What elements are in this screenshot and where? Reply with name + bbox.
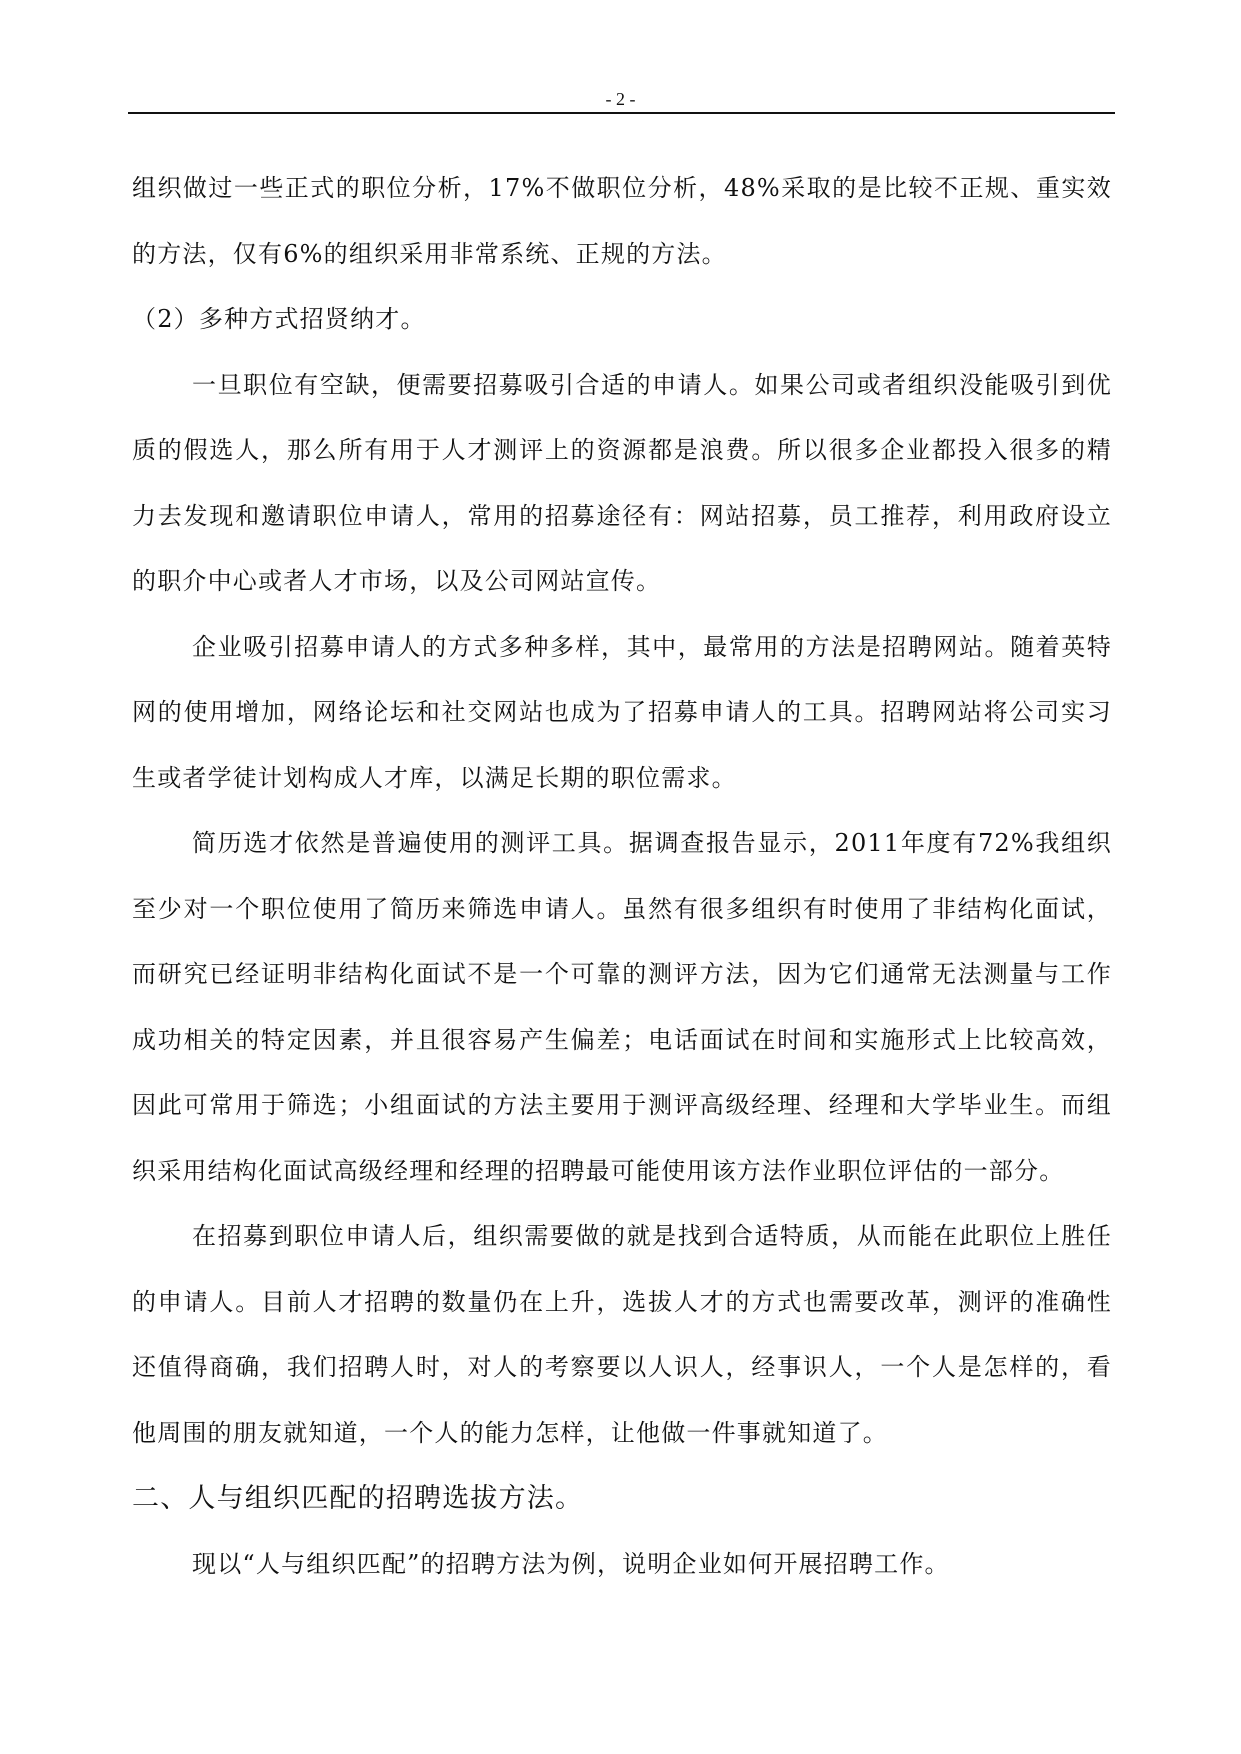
paragraph-method-example: 现以“人与组织匹配”的招聘方法为例，说明企业如何开展招聘工作。 bbox=[192, 1550, 950, 1578]
paragraph-recruitment-websites: 企业吸引招募申请人的方式多种多样，其中，最常用的方法是招聘网站。随着英特网的使用增加，网络论坛和社交网站也成为了招募申请人的工具。招聘网站将公司实习生或者学徒计划构成人才库，以满足长期的职位需求。 bbox=[132, 632, 1112, 792]
paragraph-candidate-selection: 在招募到职位申请人后，组织需要做的就是找到合适特质，从而能在此职位上胜任的申请人。目前人才招聘的数量仍在上升，选拔人才的方式也需要改革，测评的准确性还值得商确，我们招聘人时，对人的考察要以人识人，经事识人，一个人是怎样的，看他周围的朋友就知道，一个人的能力怎样，让他做一件事就知道了。 bbox=[132, 1222, 1112, 1447]
document-body bbox=[132, 156, 1112, 1598]
paragraph-resume-screening: 简历选才依然是普遍使用的测评工具。据调查报告显示，2011年度有72%我组织至少对一个职位使用了简历来筛选申请人。虽然有很多组织有时使用了非结构化面试，而研究已经证明非结构化面试不是一个可靠的测评方法，因为它们通常无法测量与工作成功相关的特定因素，并且很容易产生偏差；电话面试在时间和实施形式上比较高效，因此可常用于筛选；小组面试的方法主要用于测评高级经理、经理和大学毕业生。而组织采用结构化面试高级经理和经理的招聘最可能使用该方法作业职位评估的一部分。 bbox=[132, 829, 1112, 1185]
subsection-title: （2）多种方式招贤纳才。 bbox=[132, 305, 426, 333]
paragraph-recruitment-intro: 一旦职位有空缺，便需要招募吸引合适的申请人。如果公司或者组织没能吸引到优质的假选人，那么所有用于人才测评上的资源都是浪费。所以很多企业都投入很多的精力去发现和邀请职位申请人，常用的招募途径有：网站招募，员工推荐，利用政府设立的职介中心或者人才市场，以及公司网站宣传。 bbox=[132, 370, 1112, 595]
paragraph-continued: 组织做过一些正式的职位分析，17%不做职位分析，48%采取的是比较不正规、重实效的方法，仅有6%的组织采用非常系统、正规的方法。 bbox=[132, 174, 1112, 268]
section-heading: 二、人与组织匹配的招聘选拔方法。 bbox=[132, 1483, 584, 1514]
page-number: - 2 - bbox=[605, 89, 636, 109]
header-rule bbox=[128, 112, 1115, 114]
